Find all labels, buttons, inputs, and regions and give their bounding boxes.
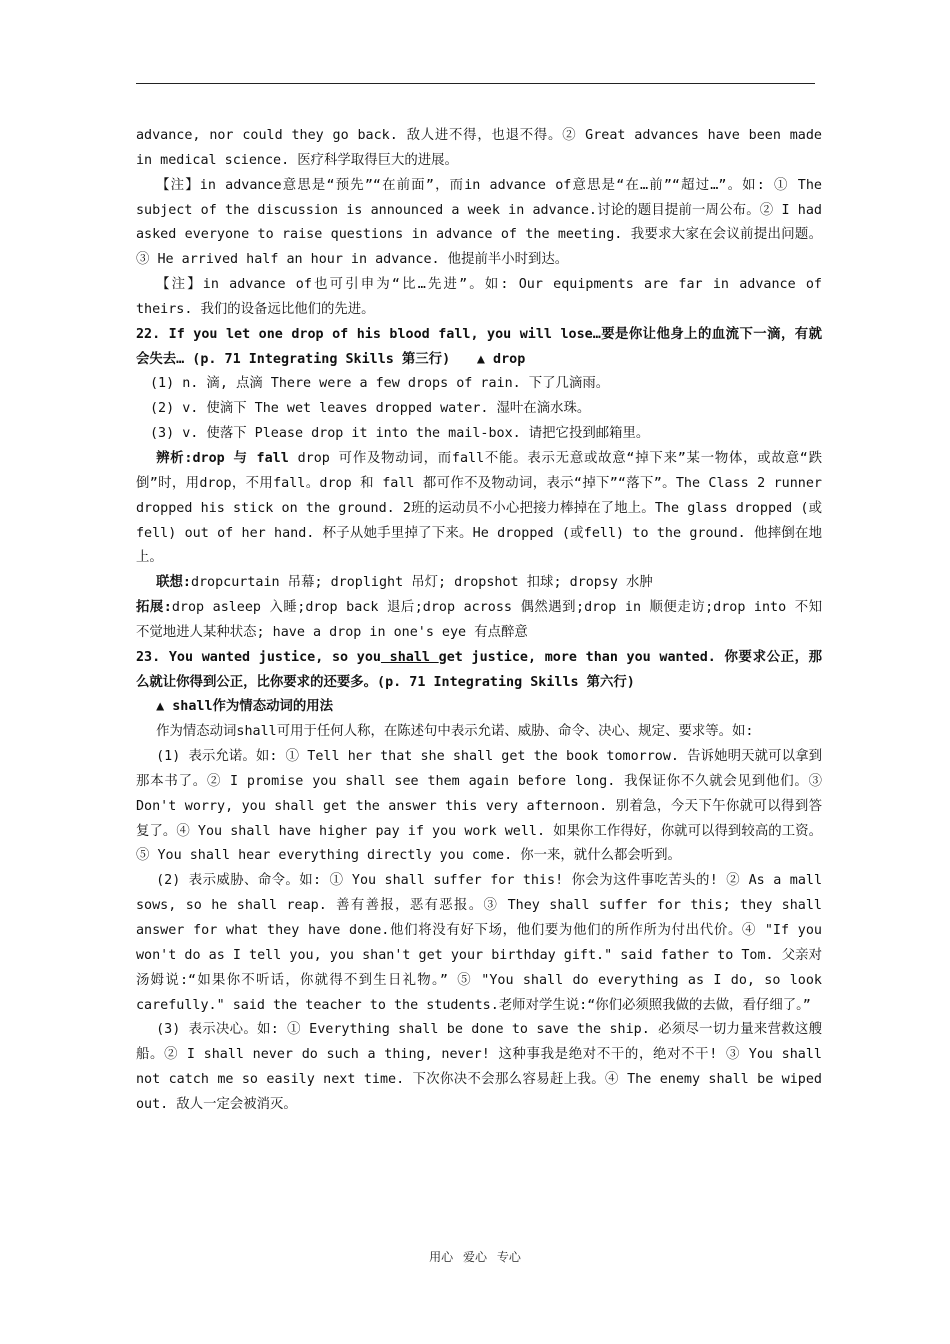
- extension-paragraph: [136, 596, 822, 646]
- usage-paragraph: (2) 表示威胁、命令。如: ① You shall suffer for this! 你会为这件事吃苦头的! ② As a mall sows, so he shall reap. 善有善报，恶有恶报。③ They shall suffer for this; they shall answer for what they have done.他们将没有好下场，他们要为他们的所作所为付出代价。④ "If you won't do as I tell you, you shan't get your birthday gift." said father to Tom. 父亲对汤姆说:“如果你不听话，你就得不到生日礼物。” ⑤ "You shall do everything as I do, so look carefully." said the teacher to the students.老师对学生说:“你们必须照我做的去做，看仔细了。”: [136, 873, 822, 1013]
- note-paragraph: 【注】in advance意思是“预先”“在前面”，而in advance of意思是“在…前”“超过…”。如: ① The subject of the discussion is announced a week in advance.讨论的题目提前一周公布。② I had asked everyone to raise questions in advance of the meeting. 我要求大家在会议前提出问题。③ He arrived half an hour in advance. 他提前半小时到达。: [136, 177, 822, 268]
- note-paragraph: 【注】in advance of也可引申为“比…先进”。如: Our equipments are far in advance of theirs. 我们的设备远比他们的先进。: [136, 277, 822, 317]
- subheading: ▲ shall作为情态动词的用法: [156, 699, 334, 715]
- usage-paragraph: (1) 表示允诺。如: ① Tell her that she shall get the book tomorrow. 告诉她明天就可以拿到那本书了。② I promise you shall see them again before long. 我保证你不久就会见到他们。③ Don't worry, you shall get the answer this very afternoon. 别着急，今天下午你就可以得到答复了。④ You shall have higher pay if you work well. 如果你工作得好，你就可以得到较高的工资。⑤ You shall hear everything directly you come. 你一来，就什么都会听到。: [136, 749, 822, 864]
- section-heading-23: [136, 646, 822, 696]
- heading-pre: 23. You wanted justice, so you: [136, 649, 381, 665]
- paragraph: advance, nor could they go back. 敌人进不得，也退不得。② Great advances have been made in medical science. 医疗科学取得巨大的进展。: [136, 128, 822, 168]
- association-lead: 联想:: [156, 575, 191, 591]
- page-footer: [0, 1248, 950, 1265]
- extension-text: drop asleep 入睡;drop back 退后;drop across 偶然遇到;drop in 顺便走访;drop into 不知不觉地进人某种状态; have a drop in one's eye 有点醉意: [136, 600, 823, 640]
- footer-word: 用心: [429, 1250, 454, 1264]
- analysis-lead: 辨析:drop 与 fall: [156, 450, 289, 466]
- definition-item: (3) v. 使落下 Please drop it into the mail-box. 请把它投到邮箱里。: [150, 426, 650, 442]
- section-heading-22: 22. If you let one drop of his blood fall, you will lose…要是你让他身上的血流下一滴，有就会失去… (p. 71 Integrating Skills 第三行) ▲ drop: [136, 326, 822, 367]
- analysis-paragraph: [136, 447, 822, 571]
- header-rule: [136, 83, 815, 84]
- footer-word: 专心: [496, 1250, 521, 1264]
- definition-item: (2) v. 使滴下 The wet leaves dropped water. 湿叶在滴水珠。: [150, 401, 591, 417]
- extension-lead: 拓展:: [136, 600, 172, 616]
- definition-item: (1) n. 滴, 点滴 There were a few drops of rain. 下了几滴雨。: [150, 376, 610, 392]
- association-text: dropcurtain 吊幕; droplight 吊灯; dropshot 扣球; dropsy 水肿: [190, 575, 653, 591]
- document-body: [136, 124, 822, 1118]
- paragraph: 作为情态动词shall可用于任何人称，在陈述句中表示允诺、威胁、命令、决心、规定、要求等。如:: [156, 724, 754, 740]
- footer-word: 爱心: [462, 1250, 487, 1264]
- heading-post: get justice, more than you wanted. 你要求公正，那么就让你得到公正，比你要求的还要多。(p. 71 Integrating Skills 第六行): [136, 649, 823, 690]
- association-paragraph: [136, 571, 822, 596]
- usage-paragraph: (3) 表示决心。如: ① Everything shall be done to save the ship. 必须尽一切力量来营救这艘船。② I shall never do such a thing, never! 这种事我是绝对不干的，绝对不干! ③ You shall not catch me so easily next time. 下次你决不会那么容易赶上我。④ The enemy shall be wiped out. 敌人一定会被消灭。: [136, 1022, 822, 1112]
- analysis-text: drop 可作及物动词，而fall不能。表示无意或故意“掉下来”某一物体，或故意“跌倒”时，用drop，不用fall。drop 和 fall 都可作不及物动词，表示“掉下”“落下”。The Class 2 runner dropped his stick on the ground. 2班的运动员不小心把接力棒掉在了地上。The glass dropped (或fell) out of her hand. 杯子从她手里掉了下来。He dropped (或fell) to the ground. 他摔倒在地上。: [136, 450, 822, 566]
- heading-underlined: shall: [380, 649, 439, 665]
